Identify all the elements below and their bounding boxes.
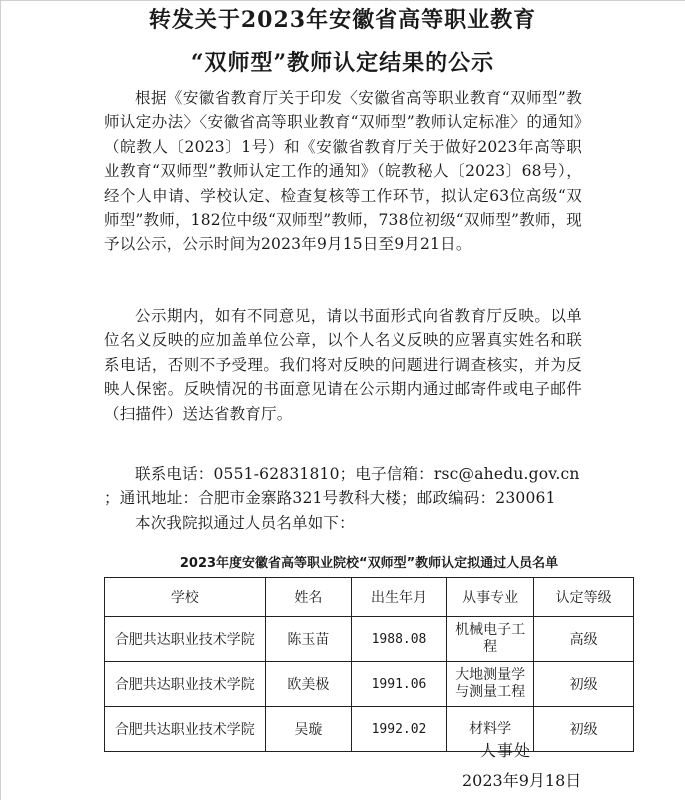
cell-major: 大地测量学与测量工程 — [446, 662, 533, 707]
cell-level: 初级 — [534, 662, 634, 707]
header-birth: 出生年月 — [352, 578, 447, 617]
table-title: 2023年度安徽省高等职业院校“双师型”教师认定拟通过人员名单 — [179, 556, 559, 571]
cell-level: 初级 — [534, 707, 634, 752]
table-row — [105, 617, 634, 662]
main-paragraph-text: 根据《安徽省教育厅关于印发〈安徽省高等职业教育“双师型”教师认定办法〉〈安徽省高等职业教育“双师型”教师认定标准〉的通知》（皖教人〔2023〕1号）和《安徽省教育厅关于做好2023年高等职业教育“双师型”教师认定工作的通知》（皖教秘人〔2023〕68号），经个人申请、学校认定、检查复核等工作环节，拟认定63位高级“双师型”教师，182位中级“双师型”教师，738位初级“双师型”教师，现予以公示，公示时间为2023年9月15日至9月21日。 — [104, 89, 582, 254]
signature-department: 人事处 — [480, 741, 532, 760]
objection-paragraph-text: 公示期内，如有不同意见，请以书面形式向省教育厅反映。以单位名义反映的应加盖单位公章，以个人名义反映的应署真实姓名和联系电话，否则不予受理。我们将对反映的问题进行调查核实，并为反映人保密。反映情况的书面意见请在公示期内通过邮寄件或电子邮件（扫描件）送达省教育厅。 — [104, 307, 582, 423]
main-paragraph — [104, 86, 582, 257]
cell-school: 合肥共达职业技术学院 — [105, 707, 266, 752]
contact-line-1: 联系电话：0551-62831810；电子信箱：rsc@ahedu.gov.cn — [135, 465, 580, 483]
cell-birth: 1991.06 — [352, 662, 447, 707]
page-top-border — [0, 0, 685, 1]
table-header-row — [105, 578, 634, 617]
cell-major: 材料学 — [446, 707, 533, 752]
list-intro-text: 本次我院拟通过人员名单如下： — [135, 514, 355, 532]
table-row — [105, 662, 634, 707]
cell-school: 合肥共达职业技术学院 — [105, 662, 266, 707]
list-intro-paragraph — [104, 511, 582, 535]
cell-major: 机械电子工程 — [446, 617, 533, 662]
cell-level: 高级 — [534, 617, 634, 662]
notice-title-line-2: “双师型”教师认定结果的公示 — [190, 50, 495, 76]
cell-birth: 1992.02 — [352, 707, 447, 752]
header-school: 学校 — [105, 578, 266, 617]
objection-paragraph — [104, 304, 582, 426]
table-row — [105, 707, 634, 752]
cell-school: 合肥共达职业技术学院 — [105, 617, 266, 662]
header-name: 姓名 — [265, 578, 352, 617]
contact-paragraph — [104, 462, 582, 511]
cell-birth: 1988.08 — [352, 617, 447, 662]
roster-table — [104, 577, 634, 752]
notice-title-line-1: 转发关于2023年安徽省高等职业教育 — [148, 7, 537, 33]
header-major: 从事专业 — [446, 578, 533, 617]
cell-name: 陈玉苗 — [265, 617, 352, 662]
page-left-border — [0, 0, 1, 800]
cell-name: 吴璇 — [265, 707, 352, 752]
contact-line-2: ；通讯地址：合肥市金寨路321号教科大楼；邮政编码：230061 — [104, 489, 556, 508]
header-level: 认定等级 — [534, 578, 634, 617]
cell-name: 欧美极 — [265, 662, 352, 707]
signature-date: 2023年9月18日 — [462, 771, 582, 790]
